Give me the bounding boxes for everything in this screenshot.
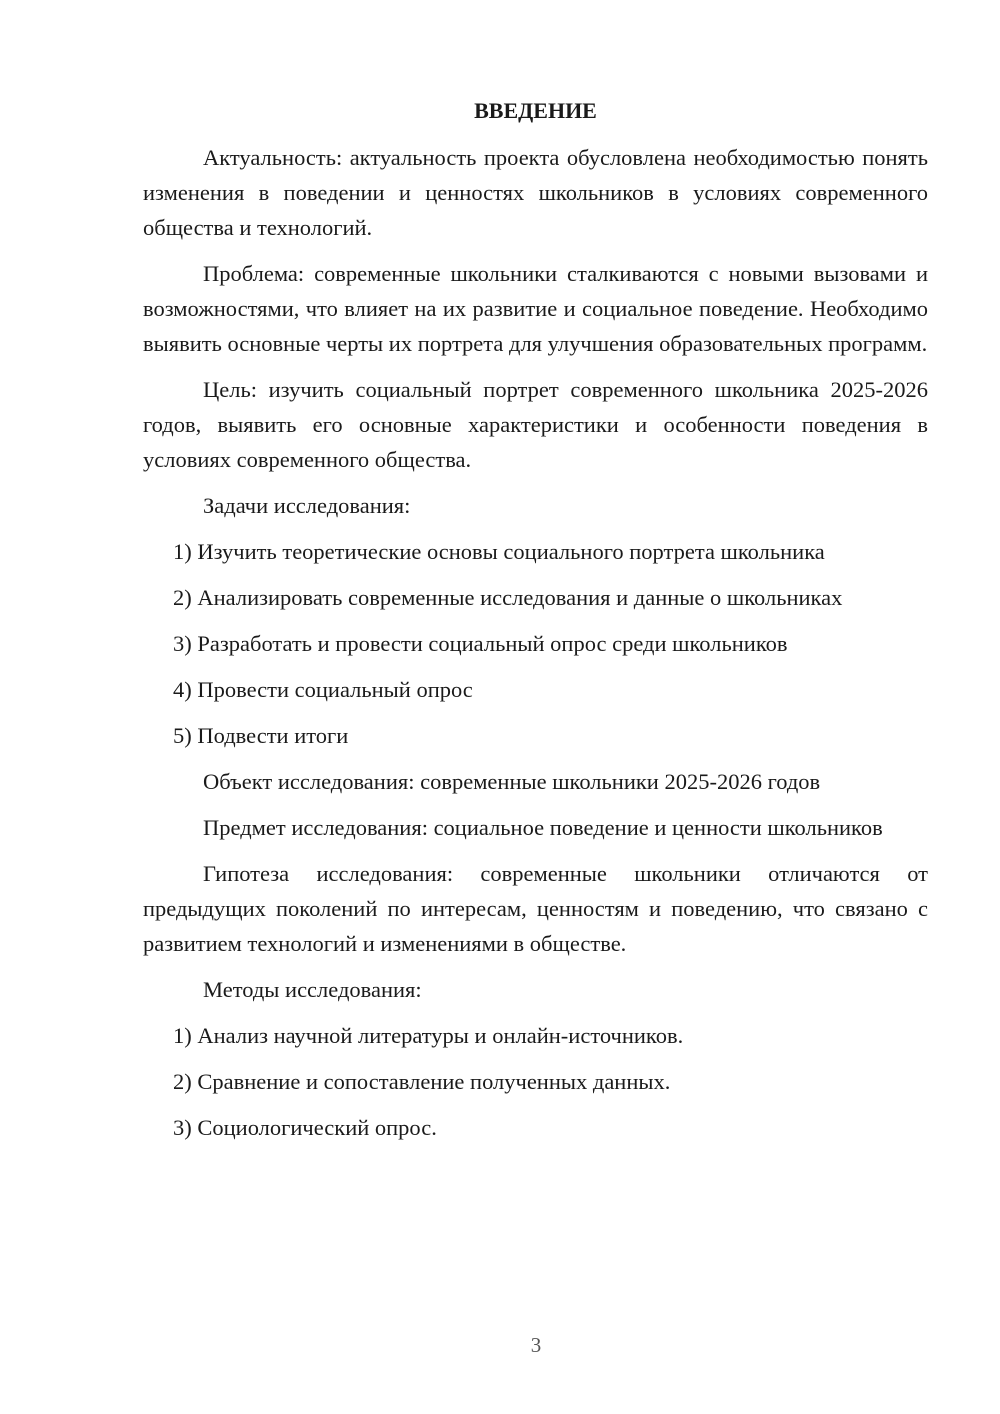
methods-heading: Методы исследования: (203, 977, 422, 1002)
problem-paragraph: Проблема: современные школьники сталкиваются с новыми вызовами и возможностями, что влияет на их развитие и социальное поведение. Необходимо выявить основные черты их портрета для улучшения образовательных программ. (143, 261, 928, 356)
relevance-paragraph: Актуальность: актуальность проекта обусловлена необходимостью понять изменения в поведении и ценностях школьников в условиях современного общества и технологий. (143, 145, 928, 240)
list-item: 3) Социологический опрос. (173, 1115, 437, 1140)
methods-list (143, 1018, 928, 1145)
goal-paragraph: Цель: изучить социальный портрет современного школьника 2025-2026 годов, выявить его основные характеристики и особенности поведения в условиях современного общества. (143, 377, 928, 472)
tasks-list (143, 534, 928, 753)
list-item: 5) Подвести итоги (173, 723, 349, 748)
list-item: 3) Разработать и провести социальный опрос среди школьников (173, 631, 788, 656)
list-item: 1) Анализ научной литературы и онлайн-источников. (173, 1023, 684, 1048)
page-number: 3 (530, 1333, 542, 1357)
hypothesis-paragraph: Гипотеза исследования: современные школьники отличаются от предыдущих поколений по интересам, ценностям и поведению, что связано с развитием технологий и изменениями в обществе. (143, 861, 928, 956)
section-title: ВВЕДЕНИЕ (474, 98, 597, 123)
list-item: 2) Сравнение и сопоставление полученных данных. (173, 1069, 671, 1094)
subject-paragraph: Предмет исследования: социальное поведение и ценности школьников (203, 815, 883, 840)
list-item: 4) Провести социальный опрос (173, 677, 473, 702)
list-item: 1) Изучить теоретические основы социального портрета школьника (173, 539, 825, 564)
object-paragraph: Объект исследования: современные школьники 2025-2026 годов (203, 769, 821, 794)
tasks-heading: Задачи исследования: (203, 493, 411, 518)
page-body (143, 93, 928, 1156)
list-item: 2) Анализировать современные исследования и данные о школьниках (173, 585, 843, 610)
